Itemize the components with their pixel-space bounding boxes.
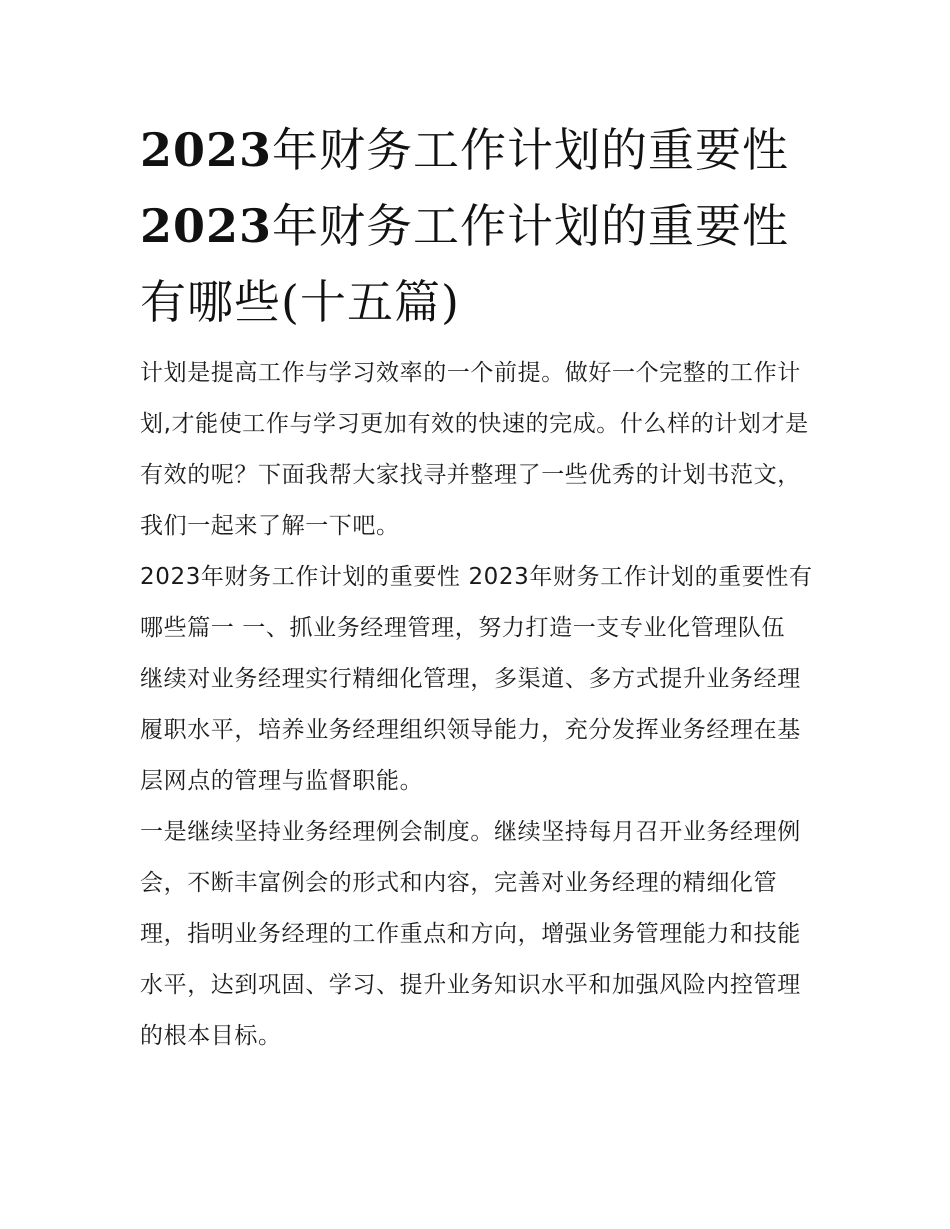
document-title <box>140 112 820 340</box>
title-line-2-text: 年财务工作计划的重要性 <box>272 199 790 253</box>
title-line-3 <box>140 275 460 329</box>
body-paragraph-2: 一是继续坚持业务经理例会制度。继续坚持每月召开业务经理例会，不断丰富例会的形式和内容，完善对业务经理的精细化管理，指明业务经理的工作重点和方向，增强业务管理能力和技能水平，达到巩固、学习、提升业务知识水平和加强风险内控管理的根本目标。 <box>140 819 801 1049</box>
body-paragraph-1: 继续对业务经理实行精细化管理，多渠道、多方式提升业务经理履职水平，培养业务经理组织领导能力，充分发挥业务经理在基层网点的管理与监督职能。 <box>140 666 801 794</box>
intro-paragraph: 计划是提高工作与学习效率的一个前提。做好一个完整的工作计划,才能使工作与学习更加有效的快速的完成。什么样的计划才是有效的呢？下面我帮大家找寻并整理了一些优秀的计划书范文，我们一起来了解一下吧。 <box>140 360 809 539</box>
section-heading-paragraph: 2023年财务工作计划的重要性 2023年财务工作计划的重要性有哪些篇一 一、抓业务经理管理，努力打造一支专业化管理队伍 <box>140 564 813 641</box>
title-line-2 <box>140 199 789 253</box>
title-line-1 <box>140 123 789 177</box>
title-line-2-year: 2023 <box>140 199 273 253</box>
title-line-1-year: 2023 <box>140 123 273 177</box>
title-line-1-text: 年财务工作计划的重要性 <box>272 123 790 177</box>
document-content <box>140 112 820 1062</box>
title-line-3-text: 有哪些(十五篇) <box>140 275 460 329</box>
